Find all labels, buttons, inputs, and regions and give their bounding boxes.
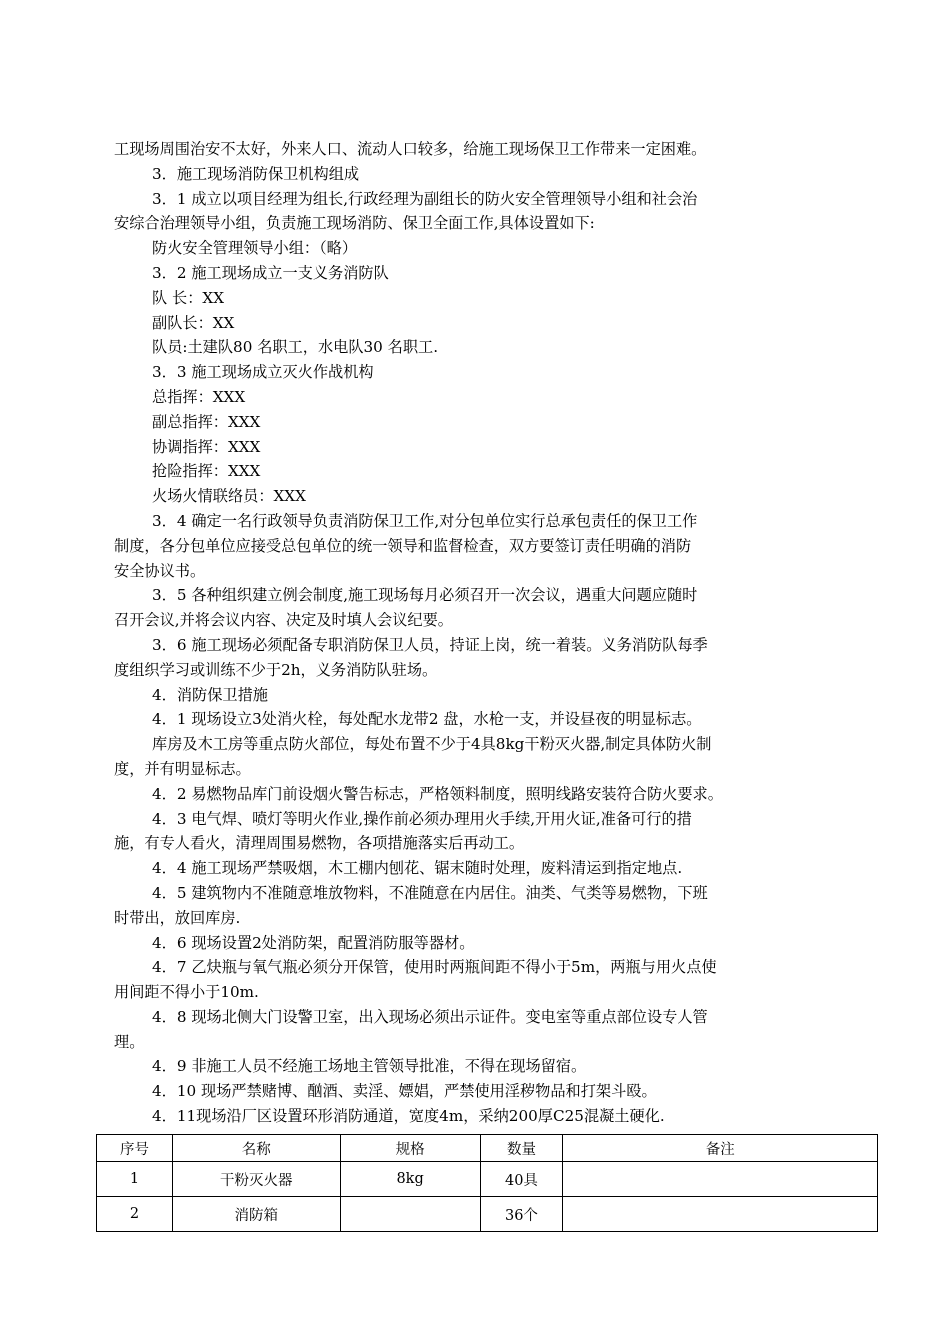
text-line: 防火安全管理领导小组：（略） — [152, 239, 358, 258]
text-line: 3．5 各种组织建立例会制度,施工现场每月必须召开一次会议，遇重大问题应随时 — [152, 586, 698, 605]
text-line: 3．6 施工现场必须配备专职消防保卫人员，持证上岗，统一着装。义务消防队每季 — [152, 635, 708, 654]
cell-spec: 8kg — [340, 1162, 480, 1197]
text-line: 工现场周围治安不太好，外来人口、流动人口较多，给施工现场保卫工作带来一定困难。 — [114, 140, 707, 158]
text-line: 4．6 现场设置2处消防架，配置消防服等器材。 — [152, 933, 475, 952]
text-line: 3．1 成立以项目经理为组长,行政经理为副组长的防火安全管理领导小组和社会治 — [152, 189, 698, 208]
text-line: 安综合治理领导小组，负责施工现场消防、保卫全面工作,具体设置如下: — [114, 214, 595, 233]
text-line: 抢险指挥：XXX — [152, 462, 261, 481]
text-line: 3．4 确定一名行政领导负责消防保卫工作,对分包单位实行总承包责任的保卫工作 — [152, 511, 698, 530]
text-line: 4．3 电气焊、喷灯等明火作业,操作前必须办理用火手续,开用火证,准备可行的措 — [152, 809, 692, 828]
table-row — [97, 1197, 878, 1232]
text-line: 副总指挥：XXX — [152, 412, 261, 431]
text-line: 4．8 现场北侧大门设警卫室，出入现场必须出示证件。变电室等重点部位设专人管 — [152, 1007, 708, 1026]
table-header-row — [97, 1135, 878, 1162]
text-line: 4．4 施工现场严禁吸烟，木工棚内刨花、锯末随时处理，废料清运到指定地点. — [152, 859, 683, 878]
header-quantity: 数量 — [480, 1135, 563, 1162]
table-row — [97, 1162, 878, 1197]
text-line: 4．消防保卫措施 — [152, 685, 268, 704]
header-index: 序号 — [97, 1135, 173, 1162]
text-line: 4．9 非施工人员不经施工场地主管领导批准，不得在现场留宿。 — [152, 1057, 587, 1076]
text-line: 3．施工现场消防保卫机构组成 — [152, 164, 360, 183]
header-remarks: 备注 — [563, 1135, 878, 1162]
cell-index: 2 — [97, 1197, 173, 1232]
text-line: 3．2 施工现场成立一支义务消防队 — [152, 263, 389, 282]
text-line: 施，有专人看火，清理周围易燃物，各项措施落实后再动工。 — [114, 834, 525, 853]
cell-quantity: 36个 — [480, 1197, 563, 1232]
cell-quantity: 40具 — [480, 1162, 563, 1197]
text-line: 理。 — [114, 1032, 145, 1051]
cell-spec — [340, 1197, 480, 1232]
text-line: 4．10 现场严禁赌博、酗酒、卖淫、嫖娼，严禁使用淫秽物品和打架斗殴。 — [152, 1082, 657, 1101]
cell-index: 1 — [97, 1162, 173, 1197]
text-line: 度组织学习或训练不少于2h，义务消防队驻场。 — [114, 660, 438, 679]
text-line: 总指挥：XXX — [152, 387, 246, 406]
text-line: 召开会议,并将会议内容、决定及时填人会议纪要。 — [114, 611, 453, 630]
text-line: 4．7 乙炔瓶与氧气瓶必须分开保管，使用时两瓶间距不得小于5m，两瓶与用火点使 — [152, 958, 717, 977]
cell-remarks — [563, 1162, 878, 1197]
text-line: 4．1 现场设立3处消火栓，每处配水龙带2 盘，水枪一支，并设昼夜的明显标志。 — [152, 710, 702, 729]
text-line: 4．5 建筑物内不准随意堆放物料，不准随意在内居住。油类、气类等易燃物，下班 — [152, 883, 708, 902]
text-line: 4．2 易燃物品库门前设烟火警告标志，严格领料制度，照明线路安装符合防火要求。 — [152, 784, 723, 803]
cell-name: 干粉灭火器 — [172, 1162, 340, 1197]
cell-name: 消防箱 — [172, 1197, 340, 1232]
header-name: 名称 — [172, 1135, 340, 1162]
text-line: 队 长：XX — [152, 288, 225, 307]
cell-remarks — [563, 1197, 878, 1232]
text-line: 火场火情联络员：XXX — [152, 487, 306, 506]
text-line: 队员:土建队80 名职工，水电队30 名职工. — [152, 338, 439, 357]
text-line: 时带出，放回库房. — [114, 908, 241, 927]
text-line: 4．11现场沿厂区设置环形消防通道，宽度4m，采纳200厚C25混凝土硬化. — [152, 1107, 665, 1126]
text-line: 制度，各分包单位应接受总包单位的统一领导和监督检查，双方要签订责任明确的消防 — [114, 536, 692, 555]
text-line: 度，并有明显标志。 — [114, 759, 251, 778]
text-line: 用间距不得小于10m. — [114, 983, 259, 1002]
text-line: 库房及木工房等重点防火部位，每处布置不少于4具8kg干粉灭火器,制定具体防火制 — [152, 735, 712, 754]
text-line: 副队长：XX — [152, 313, 235, 332]
header-spec: 规格 — [340, 1135, 480, 1162]
text-line: 3．3 施工现场成立灭火作战机构 — [152, 363, 374, 382]
equipment-table — [96, 1134, 878, 1232]
body-text — [114, 137, 874, 1129]
text-line: 协调指挥：XXX — [152, 437, 261, 456]
text-line: 安全协议书。 — [114, 561, 206, 580]
